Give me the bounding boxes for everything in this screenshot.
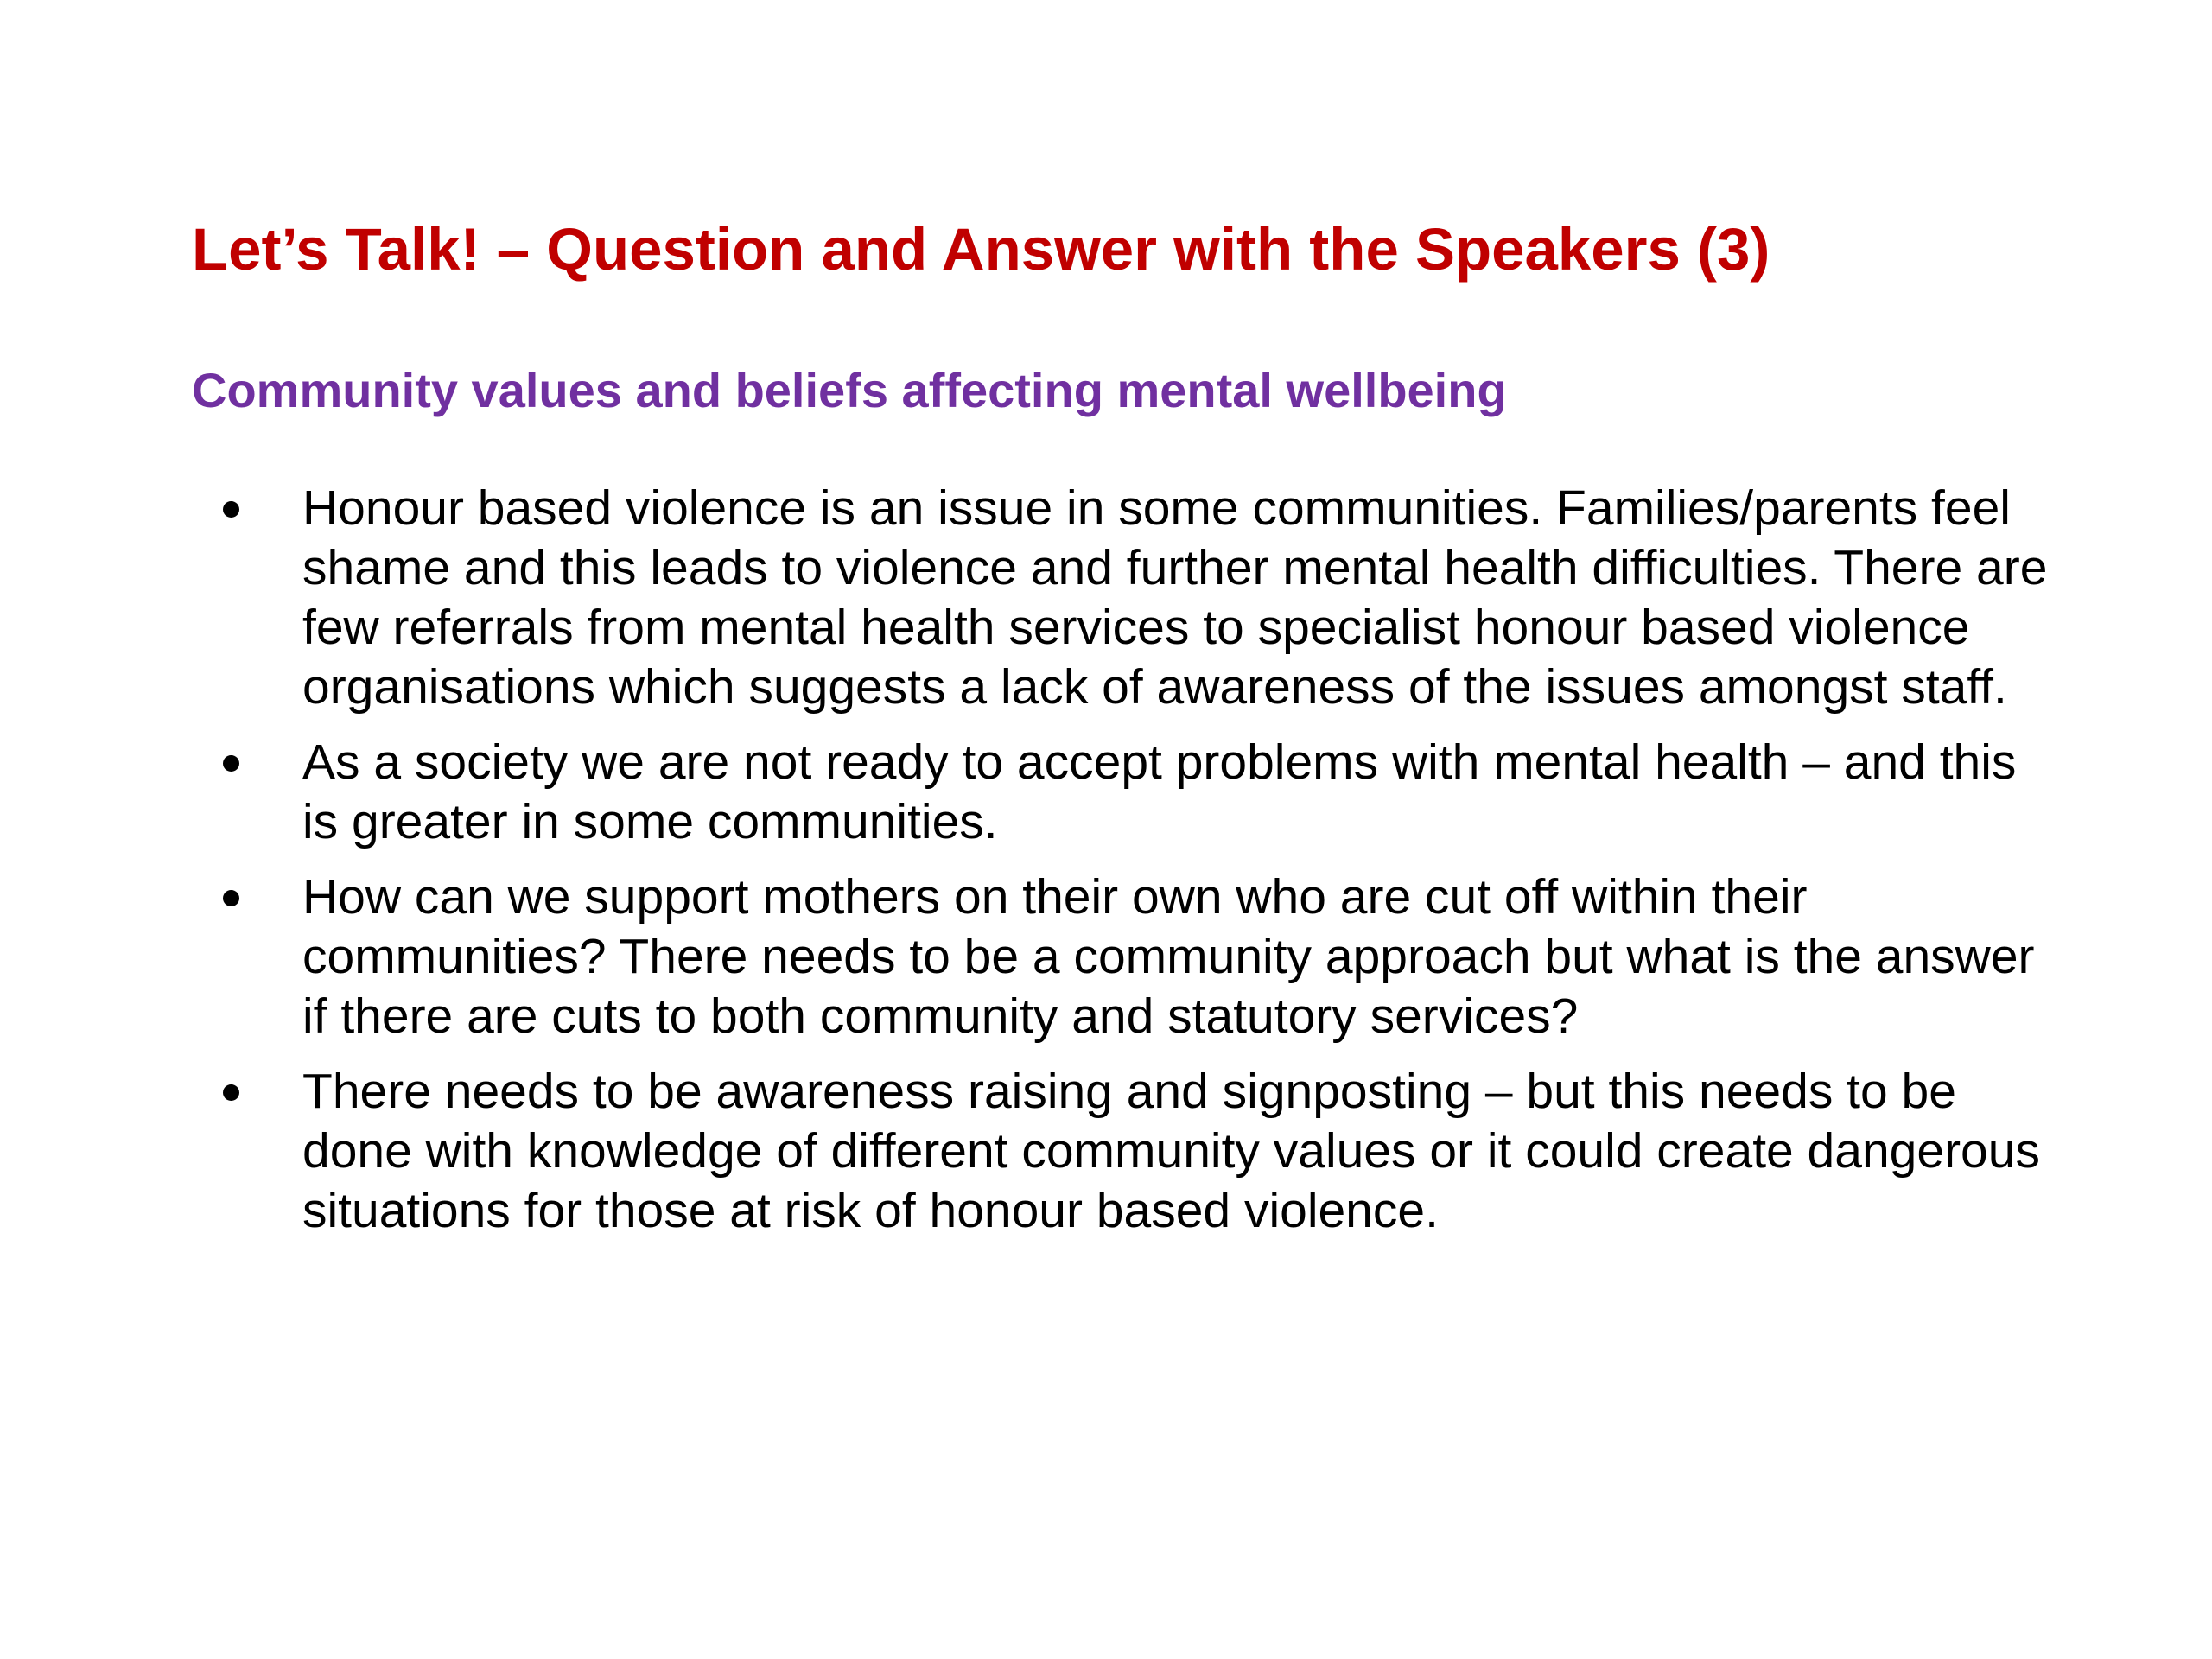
bullet-item — [216, 479, 2048, 717]
bullet-text: Honour based violence is an issue in some communities. Families/parents feel shame and this leads to violence and further mental health difficulties. There are few referrals from mental health services to specialist honour based violence organisations which suggests a lack of awareness of the issues amongst staff. — [302, 480, 2048, 715]
slide-subtitle: Community values and beliefs affecting mental wellbeing — [192, 363, 1507, 417]
bullet-list — [216, 479, 2048, 1256]
bullet-point-icon — [223, 755, 239, 772]
bullet-point-icon — [223, 890, 239, 906]
bullet-text: How can we support mothers on their own who are cut off within their communities? There needs to be a community approach but what is the answer if there are cuts to both community and statutory services? — [302, 869, 2035, 1044]
bullet-text: As a society we are not ready to accept problems with mental health – and this is greater in some communities. — [302, 734, 2017, 849]
bullet-point-icon — [223, 1084, 239, 1101]
bullet-point-icon — [223, 501, 239, 518]
bullet-item — [216, 1062, 2048, 1241]
bullet-item — [216, 733, 2048, 852]
bullet-text: There needs to be awareness raising and signposting – but this needs to be done with knowledge of different community values or it could create dangerous situations for those at risk of honour based violence. — [302, 1064, 2040, 1238]
bullet-item — [216, 868, 2048, 1046]
slide-title: Let’s Talk! – Question and Answer with the Speakers (3) — [192, 216, 1770, 283]
